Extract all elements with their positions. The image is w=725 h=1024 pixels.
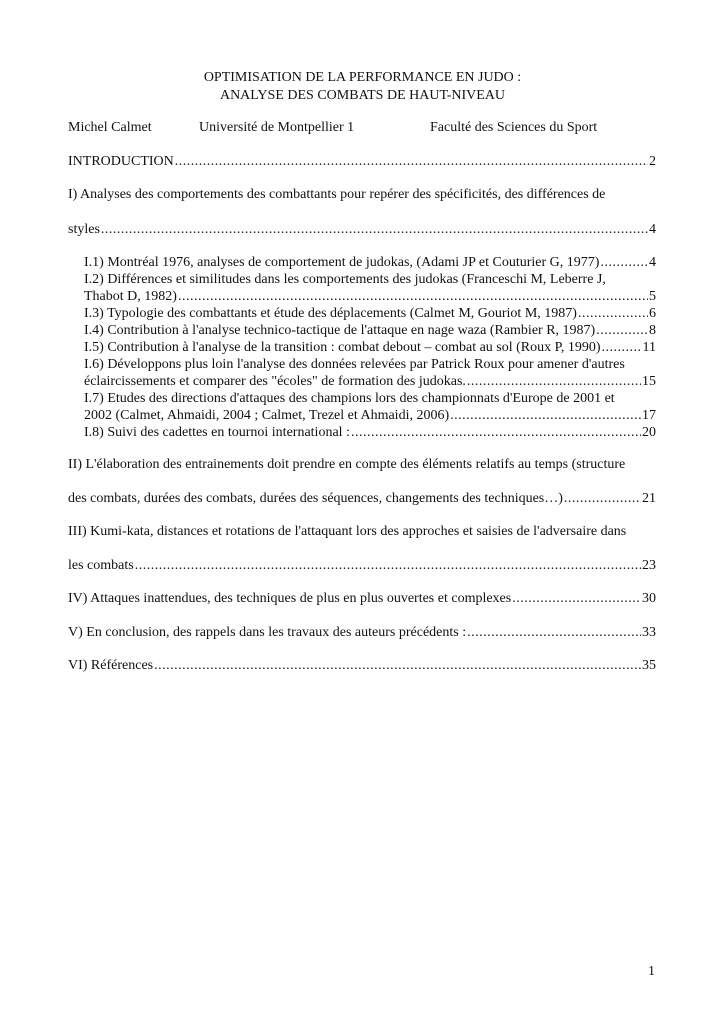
document-title-line-1: OPTIMISATION DE LA PERFORMANCE EN JUDO :	[203, 70, 522, 85]
dot-leader	[578, 305, 648, 323]
toc-entry-section-2[interactable]: des combats, durées des combats, durées des séquences, changements des techniques…) ..... 21	[68, 490, 656, 508]
toc-entry-section-1[interactable]: styles ..... 4	[68, 221, 656, 239]
toc-entry-section-1-8[interactable]: I.8) Suivi des cadettes en tournoi international : ..... 20	[84, 424, 656, 442]
toc-entry-section-1-2[interactable]: Thabot D, 1982) ..... 5	[84, 288, 656, 306]
toc-page-number: 20	[642, 425, 656, 440]
toc-entry-section-1-6[interactable]: éclaircissements et comparer des "écoles" de formation des judokas. ..... 15	[84, 373, 656, 391]
toc-entry-section-2-line-1[interactable]: II) L'élaboration des entrainements doit prendre en compte des éléments relatifs au temps (structure	[68, 457, 626, 472]
toc-entry-section-5[interactable]: V) En conclusion, des rappels dans les travaux des auteurs précédents : ..... 33	[68, 624, 656, 642]
dot-leader	[135, 557, 641, 575]
dot-leader	[154, 657, 641, 675]
toc-page-number: 4	[649, 255, 656, 270]
toc-page-number: 11	[642, 340, 656, 355]
toc-page-number: 5	[649, 289, 656, 304]
toc-entry-section-3[interactable]: les combats ..... 23	[68, 557, 656, 575]
toc-page-number: 23	[642, 558, 656, 573]
toc-entry-introduction[interactable]: INTRODUCTION ..... 2	[68, 153, 656, 171]
toc-entry-section-1-3[interactable]: I.3) Typologie des combattants et étude des déplacements (Calmet M, Gouriot M, 1987) ..... 6	[84, 305, 656, 323]
dot-leader	[467, 624, 641, 642]
author-university: Université de Montpellier 1	[199, 120, 355, 135]
toc-entry-section-1-6-line-1[interactable]: I.6) Développons plus loin l'analyse des données relevées par Patrick Roux pour amener d'autres	[84, 357, 625, 372]
dot-leader	[351, 424, 641, 442]
toc-entry-section-3-line-1[interactable]: III) Kumi-kata, distances et rotations de l'attaquant lors des approches et saisies de l'adversaire dans	[68, 524, 627, 539]
author-faculty: Faculté des Sciences du Sport	[430, 120, 598, 135]
toc-entry-section-6[interactable]: VI) Références ..... 35	[68, 657, 656, 675]
dot-leader	[178, 288, 648, 306]
toc-entry-section-1-5[interactable]: I.5) Contribution à l'analyse de la transition : combat debout – combat au sol (Roux P, 1990) ..... 11	[84, 339, 656, 357]
toc-entry-section-1-4[interactable]: I.4) Contribution à l'analyse technico-tactique de l'attaque en nage waza (Rambier R, 1987) ..... 8	[84, 322, 656, 340]
toc-entry-section-1-2-line-1[interactable]: I.2) Différences et similitudes dans les comportements des judokas (Franceschi M, Leberre J,	[84, 272, 606, 287]
toc-entry-section-1-line-1[interactable]: I) Analyses des comportements des combattants pour repérer des spécificités, des différences de	[68, 187, 606, 202]
toc-page-number: 15	[642, 374, 656, 389]
author-line	[68, 119, 598, 137]
toc-page-number: 4	[649, 222, 656, 237]
dot-leader	[101, 221, 648, 239]
dot-leader	[467, 373, 641, 391]
document-title-line-2: ANALYSE DES COMBATS DE HAUT-NIVEAU	[219, 88, 506, 103]
toc-entry-section-1-7-line-1[interactable]: I.7) Etudes des directions d'attaques des champions lors des championnats d'Europe de 2001 et	[84, 391, 615, 406]
dot-leader	[564, 490, 641, 508]
toc-page-number: 21	[642, 491, 656, 506]
dot-leader	[600, 254, 648, 272]
dot-leader	[602, 339, 642, 357]
dot-leader	[175, 153, 648, 171]
toc-page-number: 2	[649, 154, 656, 169]
toc-page-number: 30	[642, 591, 656, 606]
dot-leader	[512, 590, 641, 608]
author-name: Michel Calmet	[68, 120, 152, 135]
toc-page-number: 17	[642, 408, 656, 423]
toc-page-number: 6	[649, 306, 656, 321]
toc-entry-section-1-1[interactable]: I.1) Montréal 1976, analyses de comportement de judokas, (Adami JP et Couturier G, 1977) ..... 4	[84, 254, 656, 272]
page-number: 1	[648, 964, 655, 979]
toc-page-number: 33	[642, 625, 656, 640]
toc-page-number: 35	[642, 658, 656, 673]
dot-leader	[450, 407, 641, 425]
toc-entry-section-1-7[interactable]: 2002 (Calmet, Ahmaidi, 2004 ; Calmet, Trezel et Ahmaidi, 2006) ..... 17	[84, 407, 656, 425]
dot-leader	[596, 322, 648, 340]
toc-page-number: 8	[649, 323, 656, 338]
toc-entry-section-4[interactable]: IV) Attaques inattendues, des techniques de plus en plus ouvertes et complexes ..... 30	[68, 590, 656, 608]
